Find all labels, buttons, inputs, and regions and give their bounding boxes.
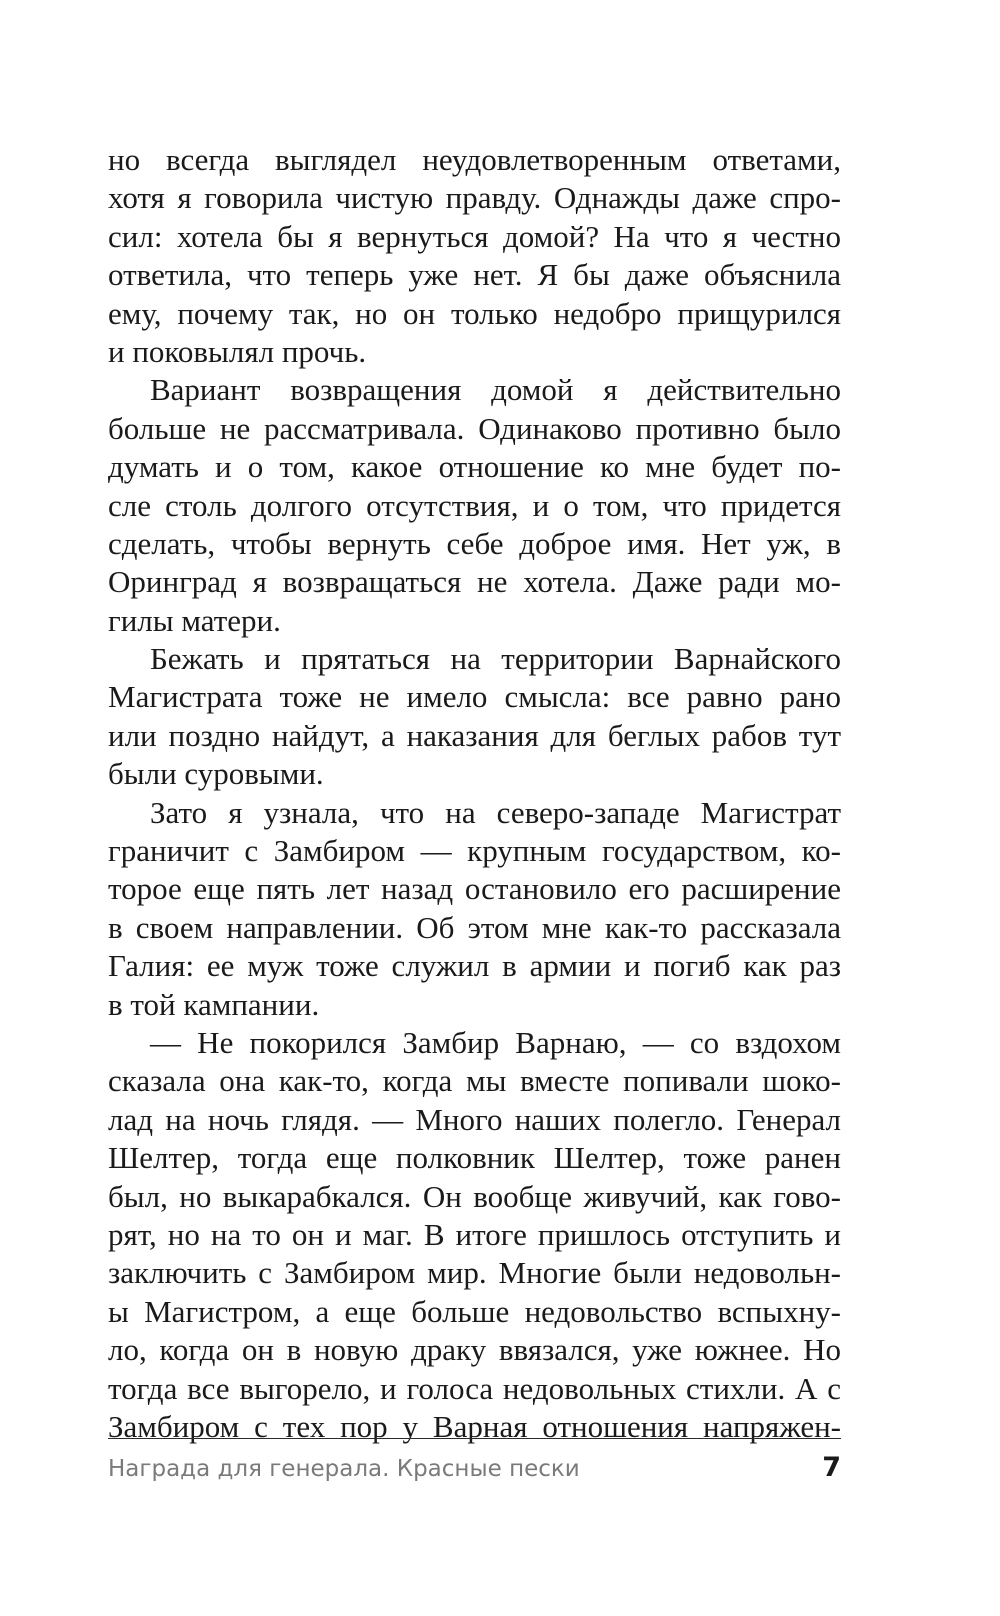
text-line: тогда все выгорело, и голоса недовольных стихли. А с	[108, 1370, 841, 1406]
paragraph	[108, 794, 841, 1024]
paragraph	[108, 640, 841, 794]
text-line: заключить с Замбиром мир. Многие были недовольн-	[108, 1255, 841, 1291]
text-line: сказала она как-то, когда мы вместе попивали шоко-	[108, 1063, 841, 1099]
text-line: Вариант возвращения домой я действительно	[150, 372, 841, 408]
text-line: сле столь долгого отсутствия, и о том, что придется	[108, 487, 841, 523]
text-line: или поздно найдут, а наказания для беглых рабов тут	[108, 717, 841, 753]
text-line: ответила, что теперь уже нет. Я бы даже объяснила	[108, 257, 841, 293]
text-line: хотя я говорила чистую правду. Однажды даже спро-	[108, 180, 841, 216]
text-line: Оринград я возвращаться не хотела. Даже ради мо-	[108, 564, 841, 600]
paragraph	[108, 141, 841, 371]
text-line: граничит с Замбиром — крупным государством, ко-	[108, 833, 841, 869]
text-line: и поковылял прочь.	[108, 333, 367, 369]
text-line: ло, когда он в новую драку ввязался, уже южнее. Но	[108, 1332, 841, 1368]
text-line: Галия: ее муж тоже служил в армии и погиб как раз	[108, 948, 841, 984]
text-line: сил: хотела бы я вернуться домой? На что я честно	[108, 218, 841, 254]
text-line: думать и о том, какое отношение ко мне будет по-	[108, 449, 841, 485]
text-line: гилы матери.	[108, 602, 281, 638]
text-line: в своем направлении. Об этом мне как-то рассказала	[108, 909, 841, 945]
text-line: больше не рассматривала. Одинаково противно было	[108, 410, 841, 446]
body-text	[108, 141, 841, 1446]
running-footer-title: Награда для генерала. Красные пески	[108, 1456, 580, 1482]
footer-divider	[108, 1438, 841, 1439]
text-line: Замбиром с тех пор у Варная отношения напряжен-	[108, 1408, 841, 1444]
text-line: торое еще пять лет назад остановило его расширение	[108, 871, 841, 907]
text-line: Шелтер, тогда еще полковник Шелтер, тоже ранен	[108, 1140, 841, 1176]
paragraph	[108, 371, 841, 640]
text-line: в той кампании.	[108, 986, 320, 1022]
text-line: был, но выкарабкался. Он вообще живучий, как гово-	[108, 1178, 841, 1214]
text-line: лад на ночь глядя. — Много наших полегло. Генерал	[108, 1101, 841, 1137]
text-line: но всегда выглядел неудовлетворенным ответами,	[108, 142, 841, 177]
text-line: Бежать и прятаться на территории Варнайского	[150, 641, 841, 677]
text-line: сделать, чтобы вернуть себе доброе имя. Нет уж, в	[108, 525, 841, 561]
text-line: Зато я узнала, что на северо-западе Магистрат	[150, 794, 841, 830]
text-line: рят, но на то он и маг. В итоге пришлось отступить и	[108, 1216, 841, 1252]
page-number: 7	[822, 1452, 841, 1483]
paragraph	[108, 1024, 841, 1446]
text-line: Магистрата тоже не имело смысла: все равно рано	[108, 679, 841, 715]
text-line: были суровыми.	[108, 756, 324, 792]
text-line: ы Магистром, а еще больше недовольство вспыхну-	[108, 1293, 841, 1329]
text-line: — Не покорился Замбир Варнаю, — со вздохом	[150, 1024, 841, 1060]
text-line: ему, почему так, но он только недобро прищурился	[108, 295, 841, 331]
